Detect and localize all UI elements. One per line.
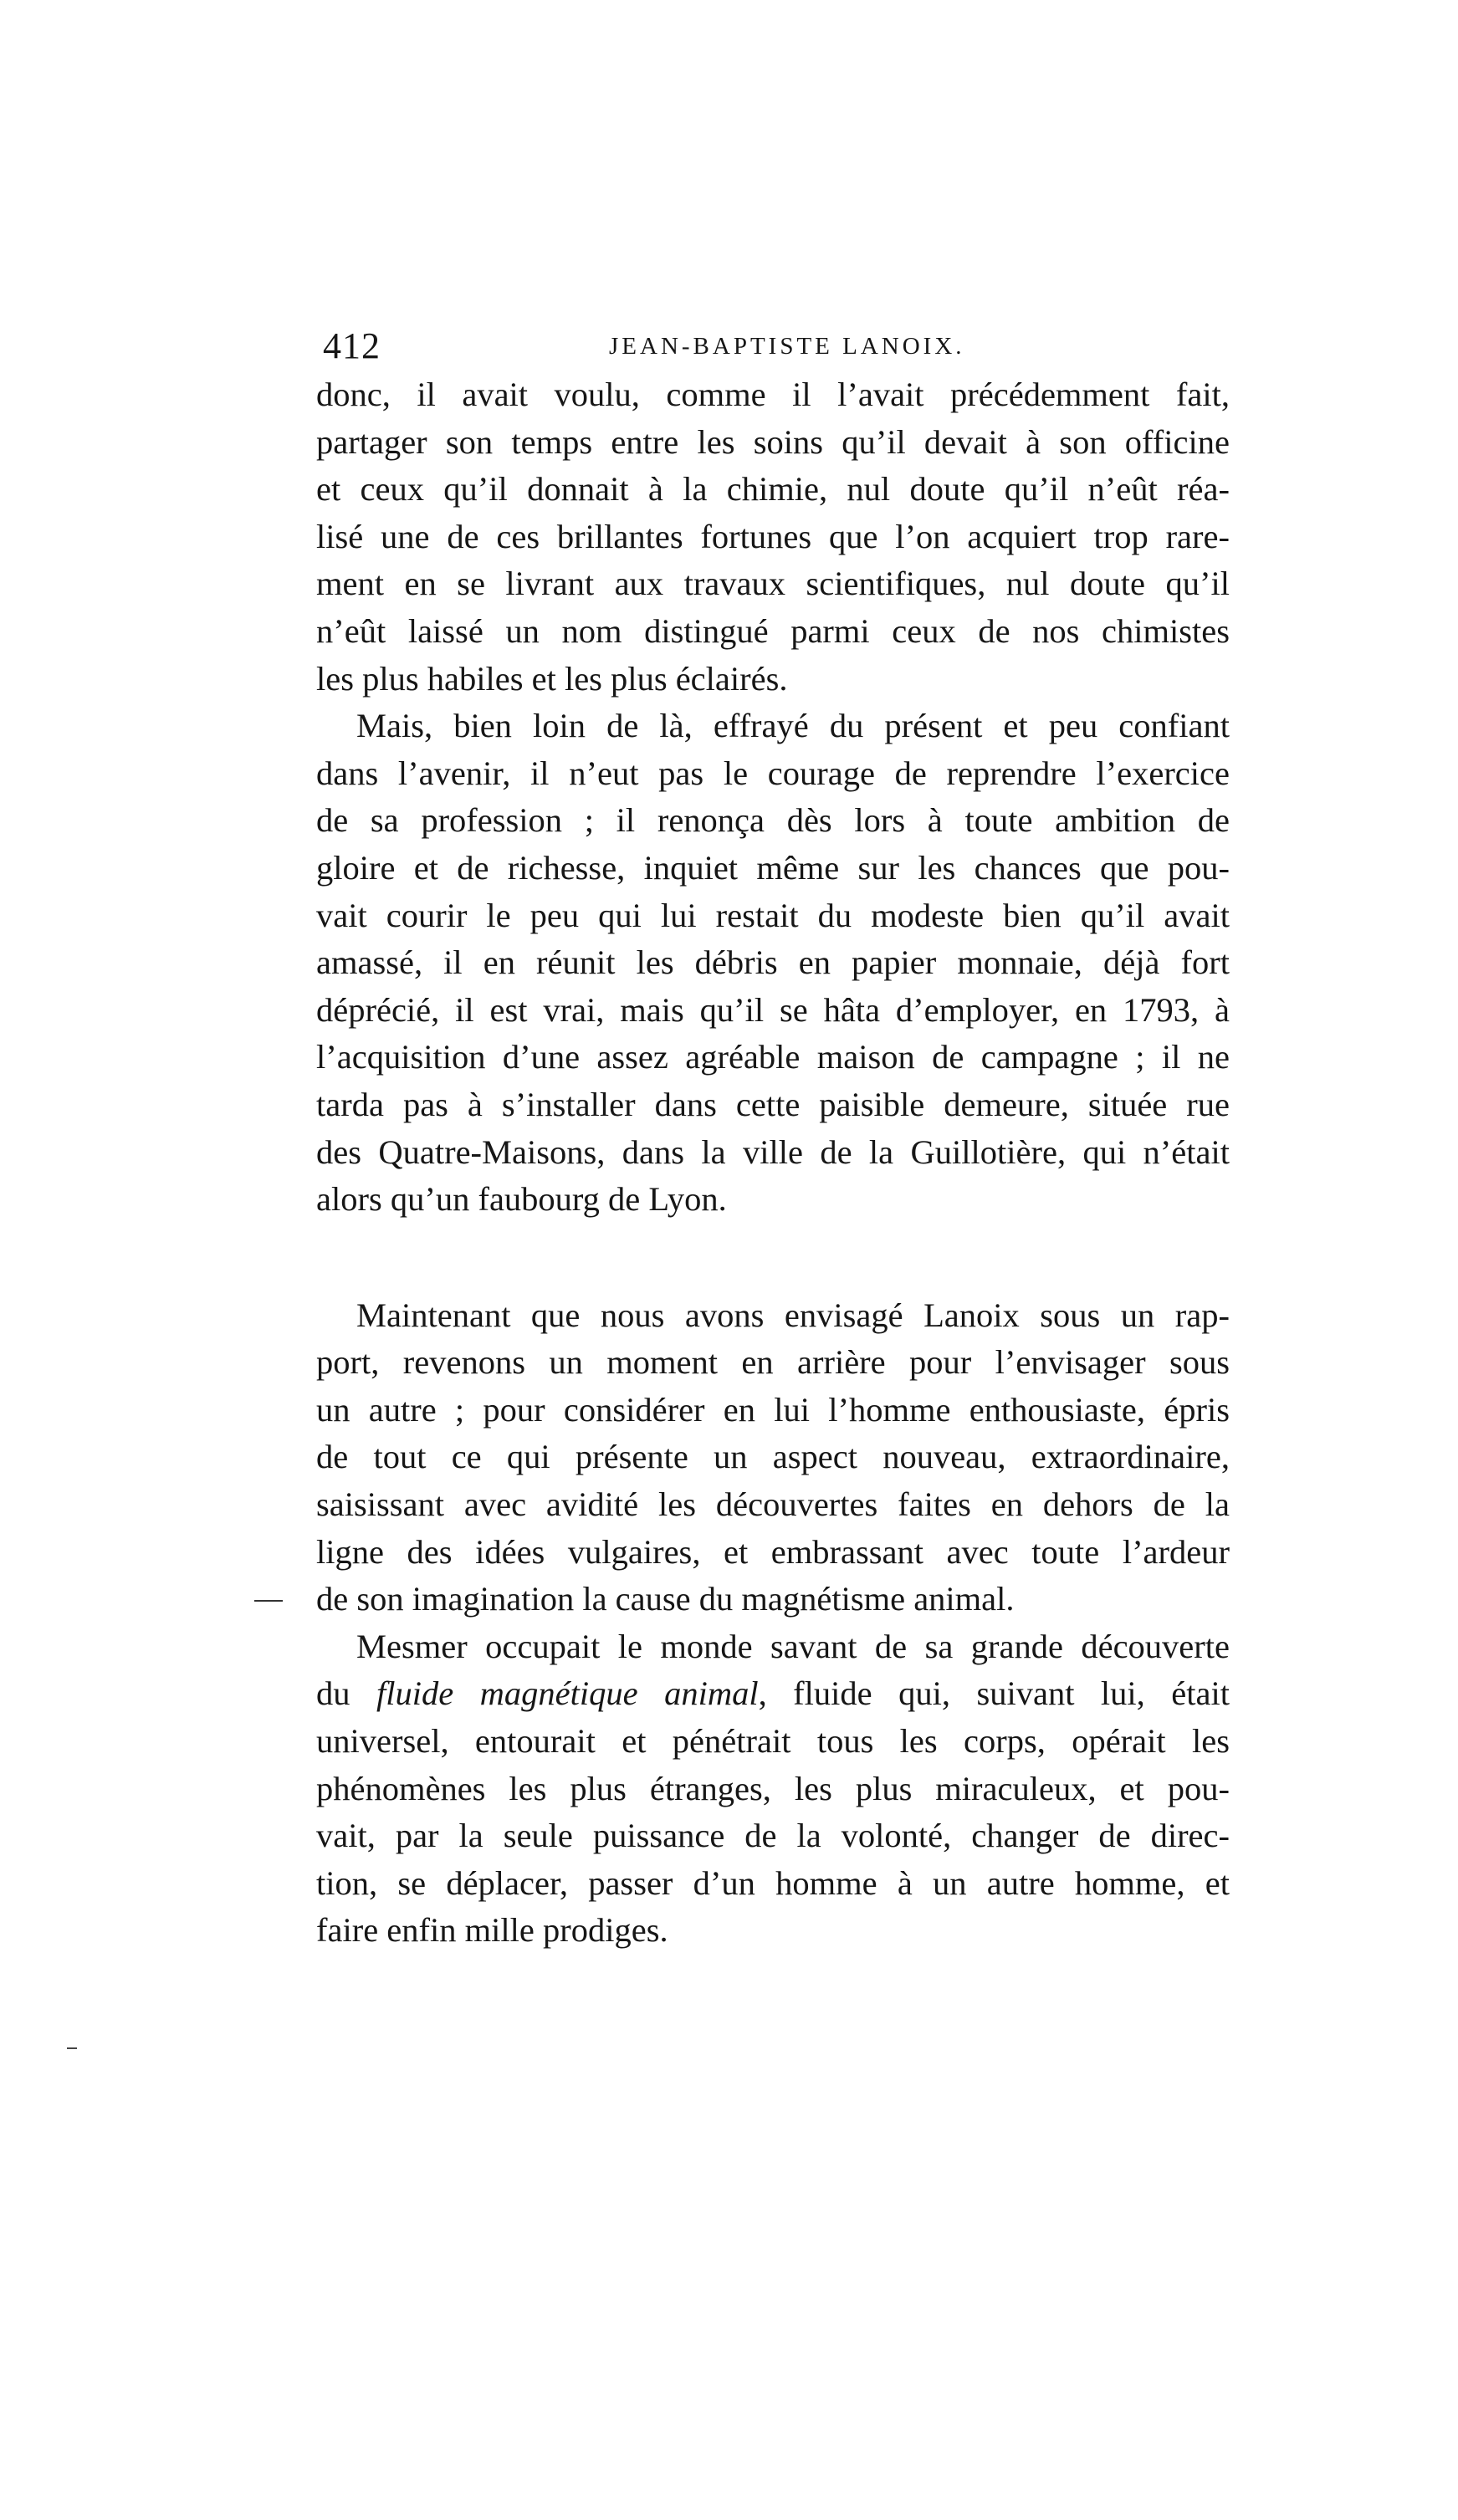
text-run: du <box>316 1674 376 1713</box>
text-line: l’acquisition d’une assez agréable maison de campagne ; il ne <box>316 1038 1230 1076</box>
text-line: dans l’avenir, il n’eut pas le courage de reprendre l’exercice <box>316 754 1230 792</box>
section-break <box>316 1224 1230 1292</box>
paragraph-4 <box>316 1623 1230 1955</box>
text-line: Maintenant que nous avons envisagé Lanoix sous un rap- <box>356 1296 1230 1334</box>
text-line: tarda pas à s’installer dans cette paisible demeure, située rue <box>316 1085 1230 1123</box>
text-line: de sa profession ; il renonça dès lors à toute ambition de <box>316 801 1230 840</box>
text-line: vait, par la seule puissance de la volonté, changer de direc- <box>316 1817 1230 1855</box>
text-line: un autre ; pour considérer en lui l’homme enthousiaste, épris <box>316 1390 1230 1429</box>
text-line: de son imagination la cause du magnétisme animal. <box>316 1580 1015 1618</box>
text-line: ment en se livrant aux travaux scientifiques, nul doute qu’il <box>316 565 1230 603</box>
text-line: Mais, bien loin de là, effrayé du présent et peu confiant <box>356 707 1230 745</box>
text-line: Mesmer occupait le monde savant de sa grande découverte <box>356 1627 1230 1665</box>
paragraph-3 <box>316 1292 1230 1623</box>
text-line: et ceux qu’il donnait à la chimie, nul doute qu’il n’eût réa- <box>316 470 1230 509</box>
running-head: JEAN-BAPTISTE LANOIX. <box>609 333 965 360</box>
text-line: tion, se déplacer, passer d’un homme à un autre homme, et <box>316 1863 1230 1902</box>
page-header <box>316 325 1230 371</box>
text-line: phénomènes les plus étranges, les plus miraculeux, et pou- <box>316 1769 1230 1807</box>
text-line: déprécié, il est vrai, mais qu’il se hâta d’employer, en 1793, à <box>316 990 1230 1029</box>
text-line: amassé, il en réunit les débris en papier monnaie, déjà fort <box>316 943 1230 982</box>
page-number: 412 <box>323 325 381 366</box>
paragraph-2 <box>316 703 1230 1224</box>
text-line: saisissant avec avidité les découvertes faites en dehors de la <box>316 1485 1230 1524</box>
text-line: alors qu’un faubourg de Lyon. <box>316 1180 727 1219</box>
text-line: les plus habiles et les plus éclairés. <box>316 659 788 698</box>
text-line: universel, entourait et pénétrait tous les corps, opérait les <box>316 1722 1230 1761</box>
margin-mark <box>67 2047 77 2049</box>
text-line: des Quatre-Maisons, dans la ville de la Guillotière, qui n’était <box>316 1132 1230 1171</box>
italic-term: fluide magnétique animal <box>376 1674 759 1713</box>
text-line-with-italic <box>316 1670 1230 1718</box>
text-line: partager son temps entre les soins qu’il devait à son officine <box>316 422 1230 461</box>
text-line: ligne des idées vulgaires, et embrassant avec toute l’ardeur <box>316 1532 1230 1571</box>
text-run: , fluide qui, suivant lui, était <box>758 1674 1230 1713</box>
margin-mark <box>254 1600 283 1602</box>
book-page <box>316 325 1230 1955</box>
paragraph-1 <box>316 371 1230 703</box>
text-line: lisé une de ces brillantes fortunes que l’on acquiert trop rare- <box>316 517 1230 555</box>
text-line: de tout ce qui présente un aspect nouveau, extraordinaire, <box>316 1438 1230 1476</box>
text-line: port, revenons un moment en arrière pour l’envisager sous <box>316 1343 1230 1382</box>
text-line: faire enfin mille prodiges. <box>316 1911 668 1950</box>
text-line: vait courir le peu qui lui restait du modeste bien qu’il avait <box>316 896 1230 934</box>
text-line: donc, il avait voulu, comme il l’avait précédemment fait, <box>316 376 1230 413</box>
text-line: gloire et de richesse, inquiet même sur les chances que pou- <box>316 848 1230 887</box>
text-line: n’eût laissé un nom distingué parmi ceux de nos chimistes <box>316 611 1230 650</box>
